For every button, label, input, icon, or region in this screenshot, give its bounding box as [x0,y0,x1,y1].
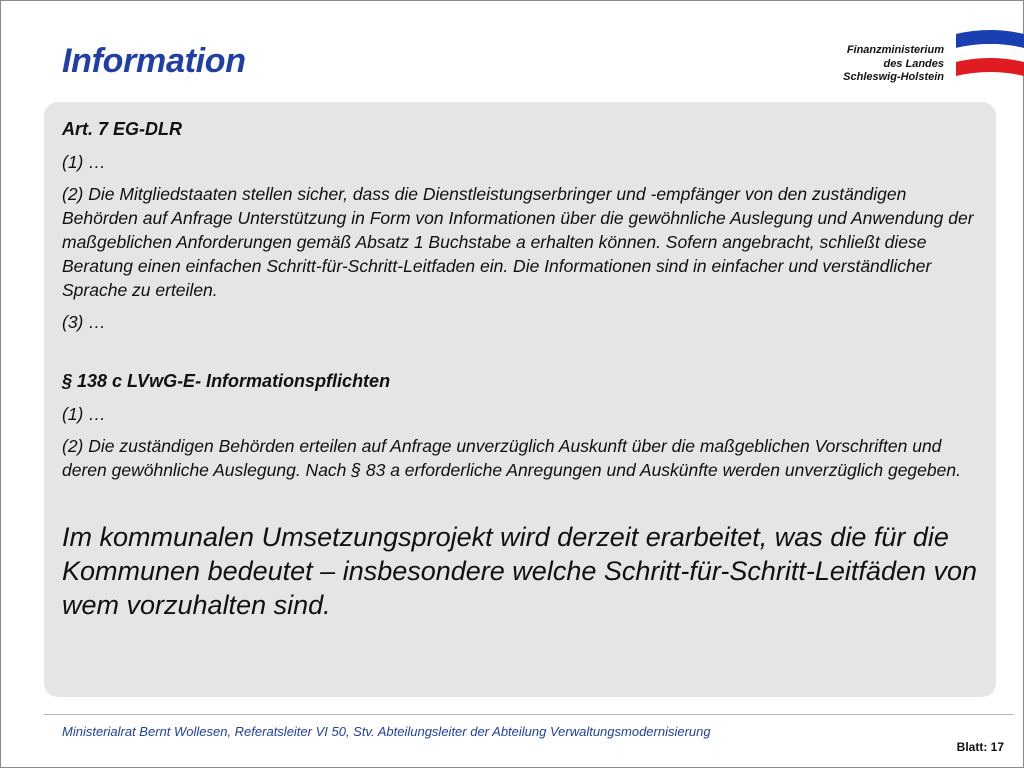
section-2-paragraph-1: (1) … [62,404,106,424]
ministry-line-3: Schleswig-Holstein [843,71,944,83]
state-flag-logo [956,28,1024,80]
highlight-statement: Im kommunalen Umsetzungsprojekt wird derzeit erarbeitet, was die für die Kommunen bedeutet – insbesondere welche Schritt-für-Schritt-Leitfäden von wem vorzuhalten sind. [62,522,978,620]
section-1-paragraph-2: (2) Die Mitgliedstaaten stellen sicher, dass die Dienstleistungserbringer und -empfänger von den zuständigen Behörden auf Anfrage Unterstützung in Form von Informationen über die gewöhnliche Auslegung und Anwendung der maßgeblichen Anforderungen gemäß Absatz 1 Buchstabe a erhalten können. Sofern angebracht, schließt diese Beratung einen einfachen Schritt-für-Schritt-Leitfaden ein. Die Informationen sind in einfacher und verständlicher Sprache zu erteilen. [62,184,974,300]
section-1-paragraph-3: (3) … [62,312,106,332]
page-number: Blatt: 17 [956,740,1004,754]
page-title: Information [62,42,246,80]
section-1-title: Art. 7 EG-DLR [62,119,183,139]
section-1-paragraph-1: (1) … [62,152,106,172]
ministry-line-2: des Landes [883,57,944,70]
section-2-title: § 138 c LVwG-E- Informationspflichten [62,371,391,391]
spacer [62,342,982,370]
footer-author: Ministerialrat Bernt Wollesen, Referatsleiter VI 50, Stv. Abteilungsleiter der Abteilung Verwaltungsmodernisierung [62,724,711,739]
flag-icon [956,28,1024,80]
section-2-paragraph-2: (2) Die zuständigen Behörden erteilen auf Anfrage unverzüglich Auskunft über die maßgeblichen Vorschriften und deren gewöhnliche Auslegung. Nach § 83 a erforderliche Anregungen und Auskünfte werden unverzüglich gegeben. [62,436,961,480]
ministry-name [744,44,944,85]
content-text [62,118,982,622]
footer-divider [44,714,1014,715]
ministry-line-1: Finanzministerium [846,44,944,56]
